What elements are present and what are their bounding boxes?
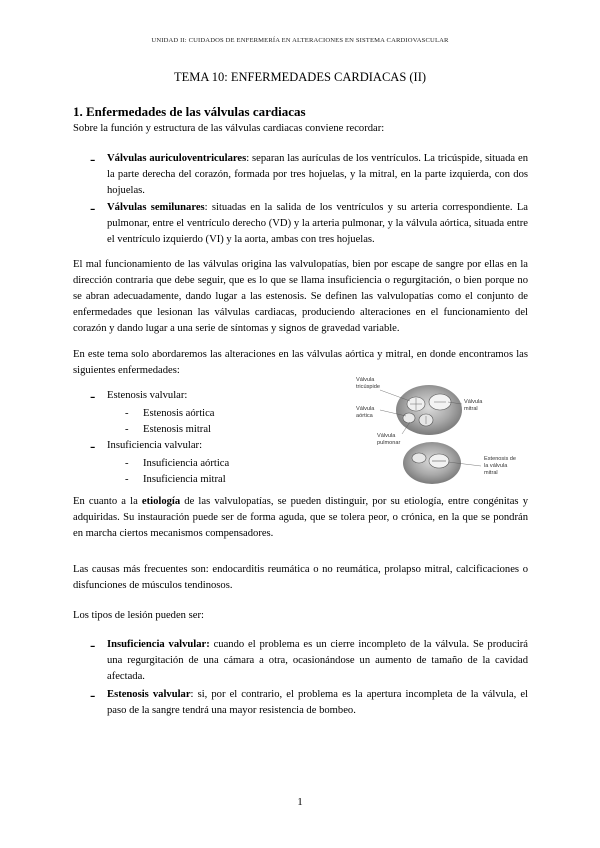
heart-top-image xyxy=(396,385,462,435)
list-item: - Estenosis aórtica xyxy=(125,408,215,419)
list-item: - Insuficiencia valvular: xyxy=(90,438,203,455)
paragraph-scope: En este tema solo abordaremos las alteraciones en las válvulas aórtica y mitral, en donde encontramos las siguientes enfermedades: xyxy=(73,349,528,376)
disease-list xyxy=(73,388,333,488)
running-header: UNIDAD II: CUIDADOS DE ENFERMERÍA EN ALTERACIONES EN SISTEMA CARDIOVASCULAR xyxy=(151,37,449,44)
bullet-text: Válvulas auriculoventriculares: separan las aurículas de los ventrículos. La tricúspide, situada en la parte derecha del corazón, formada por tres hojuelas, y la mitral, en la parte izquierda, con dos hojuelas. xyxy=(107,153,529,196)
paragraph-causes: Las causas más frecuentes son: endocarditis reumática o no reumática, prolapso mitral, calcificaciones o disfunciones de músculos tendinosos. xyxy=(73,564,528,591)
bullet-text: Válvulas semilunares: situadas en la salida de los ventrículos y su arteria correspondiente. La pulmonar, entre el ventrículo derecho (VD) y la arteria pulmonar, y la válvula aórtica, situada entre el ventrículo izquierdo (VI) y la aorta, ambas con tres hojuelas. xyxy=(107,202,528,245)
svg-text:Válvula: Válvula xyxy=(356,377,375,383)
svg-text:aórtica: aórtica xyxy=(356,413,373,419)
list-item: - Insuficiencia mitral xyxy=(125,474,226,485)
section-heading: 1. Enfermedades de las válvulas cardiacas xyxy=(73,104,306,119)
svg-text:mitral: mitral xyxy=(484,470,498,476)
svg-text:Válvula: Válvula xyxy=(377,433,396,439)
page-title: TEMA 10: ENFERMEDADES CARDIACAS (II) xyxy=(173,70,427,84)
svg-text:Estenosis de: Estenosis de xyxy=(484,456,517,462)
svg-text:tricúspide: tricúspide xyxy=(356,384,380,390)
svg-text:la válvula: la válvula xyxy=(484,463,508,469)
paragraph-etiology: En cuanto a la etiología de las valvulopatías, se pueden distinguir, por su etiología, entre congénitas y adquiridas. Su instauración puede ser de forma aguda, que se tolera peor, o crónica, en la que se pondrán en marcha ciertos mecanismos compensadores. xyxy=(73,496,528,539)
paragraph-lesion-types: Los tipos de lesión pueden ser: xyxy=(73,610,204,621)
list-item: - Insuficiencia valvular: cuando el problema es un cierre incompleto de la válvula. Se producirá una regurgitación de una cámara a otra, ocasionándose un aumento de tamaño de la cavidad afectada. xyxy=(90,637,528,682)
svg-text:mitral: mitral xyxy=(464,406,478,412)
list-item: - Válvulas auriculoventriculares: separan las aurículas de los ventrículos. La tricúspide, situada en la parte derecha del corazón, formada por tres hojuelas, y la mitral, en la parte izquierda, con dos hojuelas. xyxy=(73,151,528,199)
heart-valves-illustration xyxy=(344,374,529,488)
paragraph-valvulopathies: El mal funcionamiento de las válvulas origina las valvulopatías, bien por escape de sangre por ellas en la dirección contraria que debe seguir, que es lo que se llama insuficiencia o regurgitación, o bien porque no se abran adecuadamente, dando lugar a las estenosis. Se definen las valvulopatías como el conjunto de enfermedades que lesionan las válvulas cardiacas, produciendo alteraciones en el funcionamiento del corazón y dando lugar a una serie de síntomas y signos de gravedad variable. xyxy=(73,259,528,334)
list-item: - Estenosis valvular: si, por el contrario, el problema es la apertura incompleta de la válvula, el paso de la sangre tendrá una mayor resistencia de bombeo. xyxy=(90,687,528,716)
svg-text:Válvula: Válvula xyxy=(356,406,375,412)
list-item: - Válvulas semilunares: situadas en la salida de los ventrículos y su arteria correspondiente. La pulmonar, entre el ventrículo derecho (VD) y la arteria pulmonar, y la válvula aórtica, situada entre el ventrículo izquierdo (VI) y la aorta, ambas con tres hojuelas. xyxy=(73,200,528,248)
lesion-list xyxy=(73,637,528,719)
list-item: - Insuficiencia aórtica xyxy=(125,458,230,469)
sub-list xyxy=(107,456,333,488)
valve-bullet-list xyxy=(73,151,528,248)
intro-text: Sobre la función y estructura de las válvulas cardiacas conviene recordar: xyxy=(73,123,385,134)
list-item: - Estenosis mitral xyxy=(125,424,211,435)
svg-text:Válvula: Válvula xyxy=(464,399,483,405)
sub-list xyxy=(107,406,333,438)
list-item: - Estenosis valvular: xyxy=(90,388,188,405)
page-number: 1 xyxy=(297,796,303,808)
svg-text:pulmonar: pulmonar xyxy=(377,440,401,446)
heart-bottom-image xyxy=(403,442,461,484)
